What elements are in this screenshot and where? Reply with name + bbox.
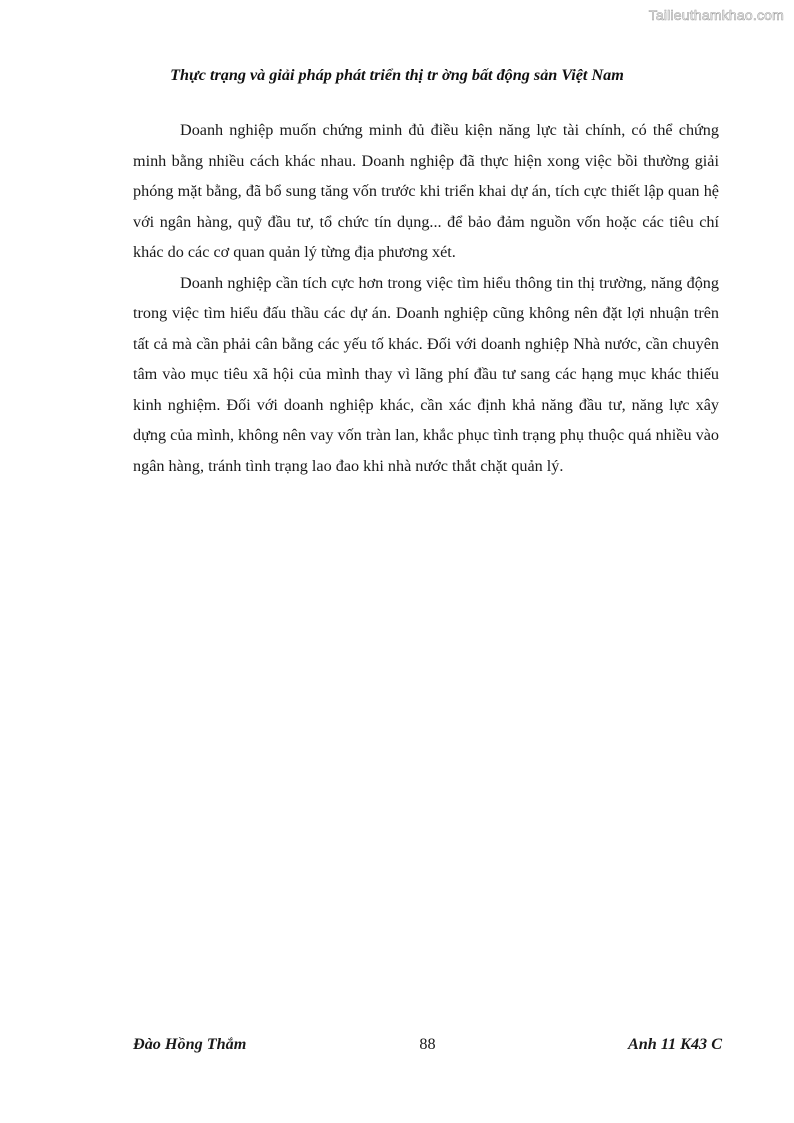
footer-class-code: Anh 11 K43 C — [627, 1035, 722, 1053]
footer-author: Đào Hồng Thắm — [133, 1035, 247, 1053]
document-body — [133, 115, 719, 481]
paragraph-1: Doanh nghiệp muốn chứng minh đủ điều kiện năng lực tài chính, có thể chứng minh bằng nhiều cách khác nhau. Doanh nghiệp đã thực hiện xong việc bồi thường giải phóng mặt bằng, đã bổ sung tăng vốn trước khi triển khai dự án, tích cực thiết lập quan hệ với ngân hàng, quỹ đầu tư, tổ chức tín dụng... để bảo đảm nguồn vốn hoặc các tiêu chí khác do các cơ quan quản lý từng địa phương xét. — [133, 121, 719, 261]
watermark: Tailieuthamkhao.com — [648, 7, 784, 23]
footer-page-number: 88 — [419, 1035, 436, 1053]
paragraph-2: Doanh nghiệp cần tích cực hơn trong việc tìm hiểu thông tin thị trường, năng động trong việc tìm hiểu đấu thầu các dự án. Doanh nghiệp cũng không nên đặt lợi nhuận trên tất cả mà cần phải cân bằng các yếu tố khác. Đối với doanh nghiệp Nhà nước, cần chuyên tâm vào mục tiêu xã hội của mình thay vì lãng phí đầu tư sang các hạng mục khác thiếu kinh nghiệm. Đối với doanh nghiệp khác, cần xác định khả năng đầu tư, năng lực xây dựng của mình, không nên vay vốn tràn lan, khắc phục tình trạng phụ thuộc quá nhiều vào ngân hàng, tránh tình trạng lao đao khi nhà nước thắt chặt quản lý. — [133, 273, 719, 475]
page-footer — [133, 1035, 722, 1059]
page-header-title: Thực trạng và giải pháp phát triển thị tr ờng bất động sản Việt Nam — [170, 66, 624, 84]
